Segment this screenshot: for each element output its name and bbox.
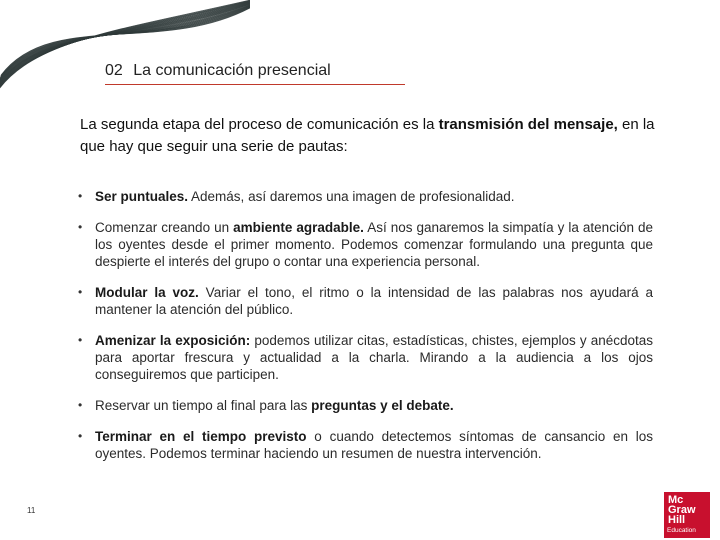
section-number: 02 [105, 62, 123, 79]
bullet-pre: Comenzar creando un [95, 220, 234, 235]
bullet-bold: Modular la voz. [95, 285, 199, 300]
logo-line: Education [667, 527, 696, 534]
logo-line: Mc [668, 494, 684, 506]
logo-line: Graw [668, 504, 696, 516]
section-title: La comunicación presencial [133, 62, 331, 79]
logo-line: Hill [668, 514, 686, 526]
intro-text-before: La segunda etapa del proceso de comunicación es la [80, 116, 439, 133]
mcgraw-hill-logo [664, 492, 710, 538]
bullet-list [78, 188, 653, 462]
intro-text-after: en la que hay que seguir una serie de pautas: [80, 116, 655, 155]
bullet-item [78, 284, 653, 318]
bullet-item [78, 219, 653, 270]
bullet-bold: ambiente agradable. [233, 220, 364, 235]
bullet-text: podemos utilizar citas, estadísticas, chistes, ejemplos y anécdotas para aportar frescura y actualidad a la charla. Mirando a la audiencia a los ojos conseguiremos que participen. [95, 333, 653, 382]
bullet-text: Además, así daremos una imagen de profesionalidad. [188, 189, 515, 204]
page-number: 11 [27, 506, 36, 515]
bullet-pre: Reservar un tiempo al final para las [95, 398, 312, 413]
bullet-text: Así nos ganaremos la simpatía y la atención de los oyentes desde el primer momento. Podemos comenzar formulando una pregunta que despierte el interés del grupo o contar una experiencia personal. [95, 220, 653, 269]
bullet-text: Variar el tono, el ritmo o la intensidad de las palabras nos ayudará a mantener la atención del público. [95, 285, 653, 317]
bullet-item [78, 428, 653, 462]
intro-bold: transmisión del mensaje, [438, 116, 618, 133]
bullet-bold: Amenizar la exposición: [95, 333, 251, 348]
bullet-bold: preguntas y el debate. [311, 398, 454, 413]
bullet-text: o cuando detectemos síntomas de cansancio en los oyentes. Podemos terminar haciendo un resumen de nuestra intervención. [95, 429, 653, 461]
section-heading [105, 62, 405, 85]
intro-paragraph [80, 114, 660, 158]
bullet-bold: Terminar en el tiempo previsto [95, 429, 307, 444]
bullet-bold: Ser puntuales. [95, 189, 189, 204]
bullet-item [78, 188, 653, 205]
bullet-item [78, 397, 653, 414]
bullet-item [78, 332, 653, 383]
